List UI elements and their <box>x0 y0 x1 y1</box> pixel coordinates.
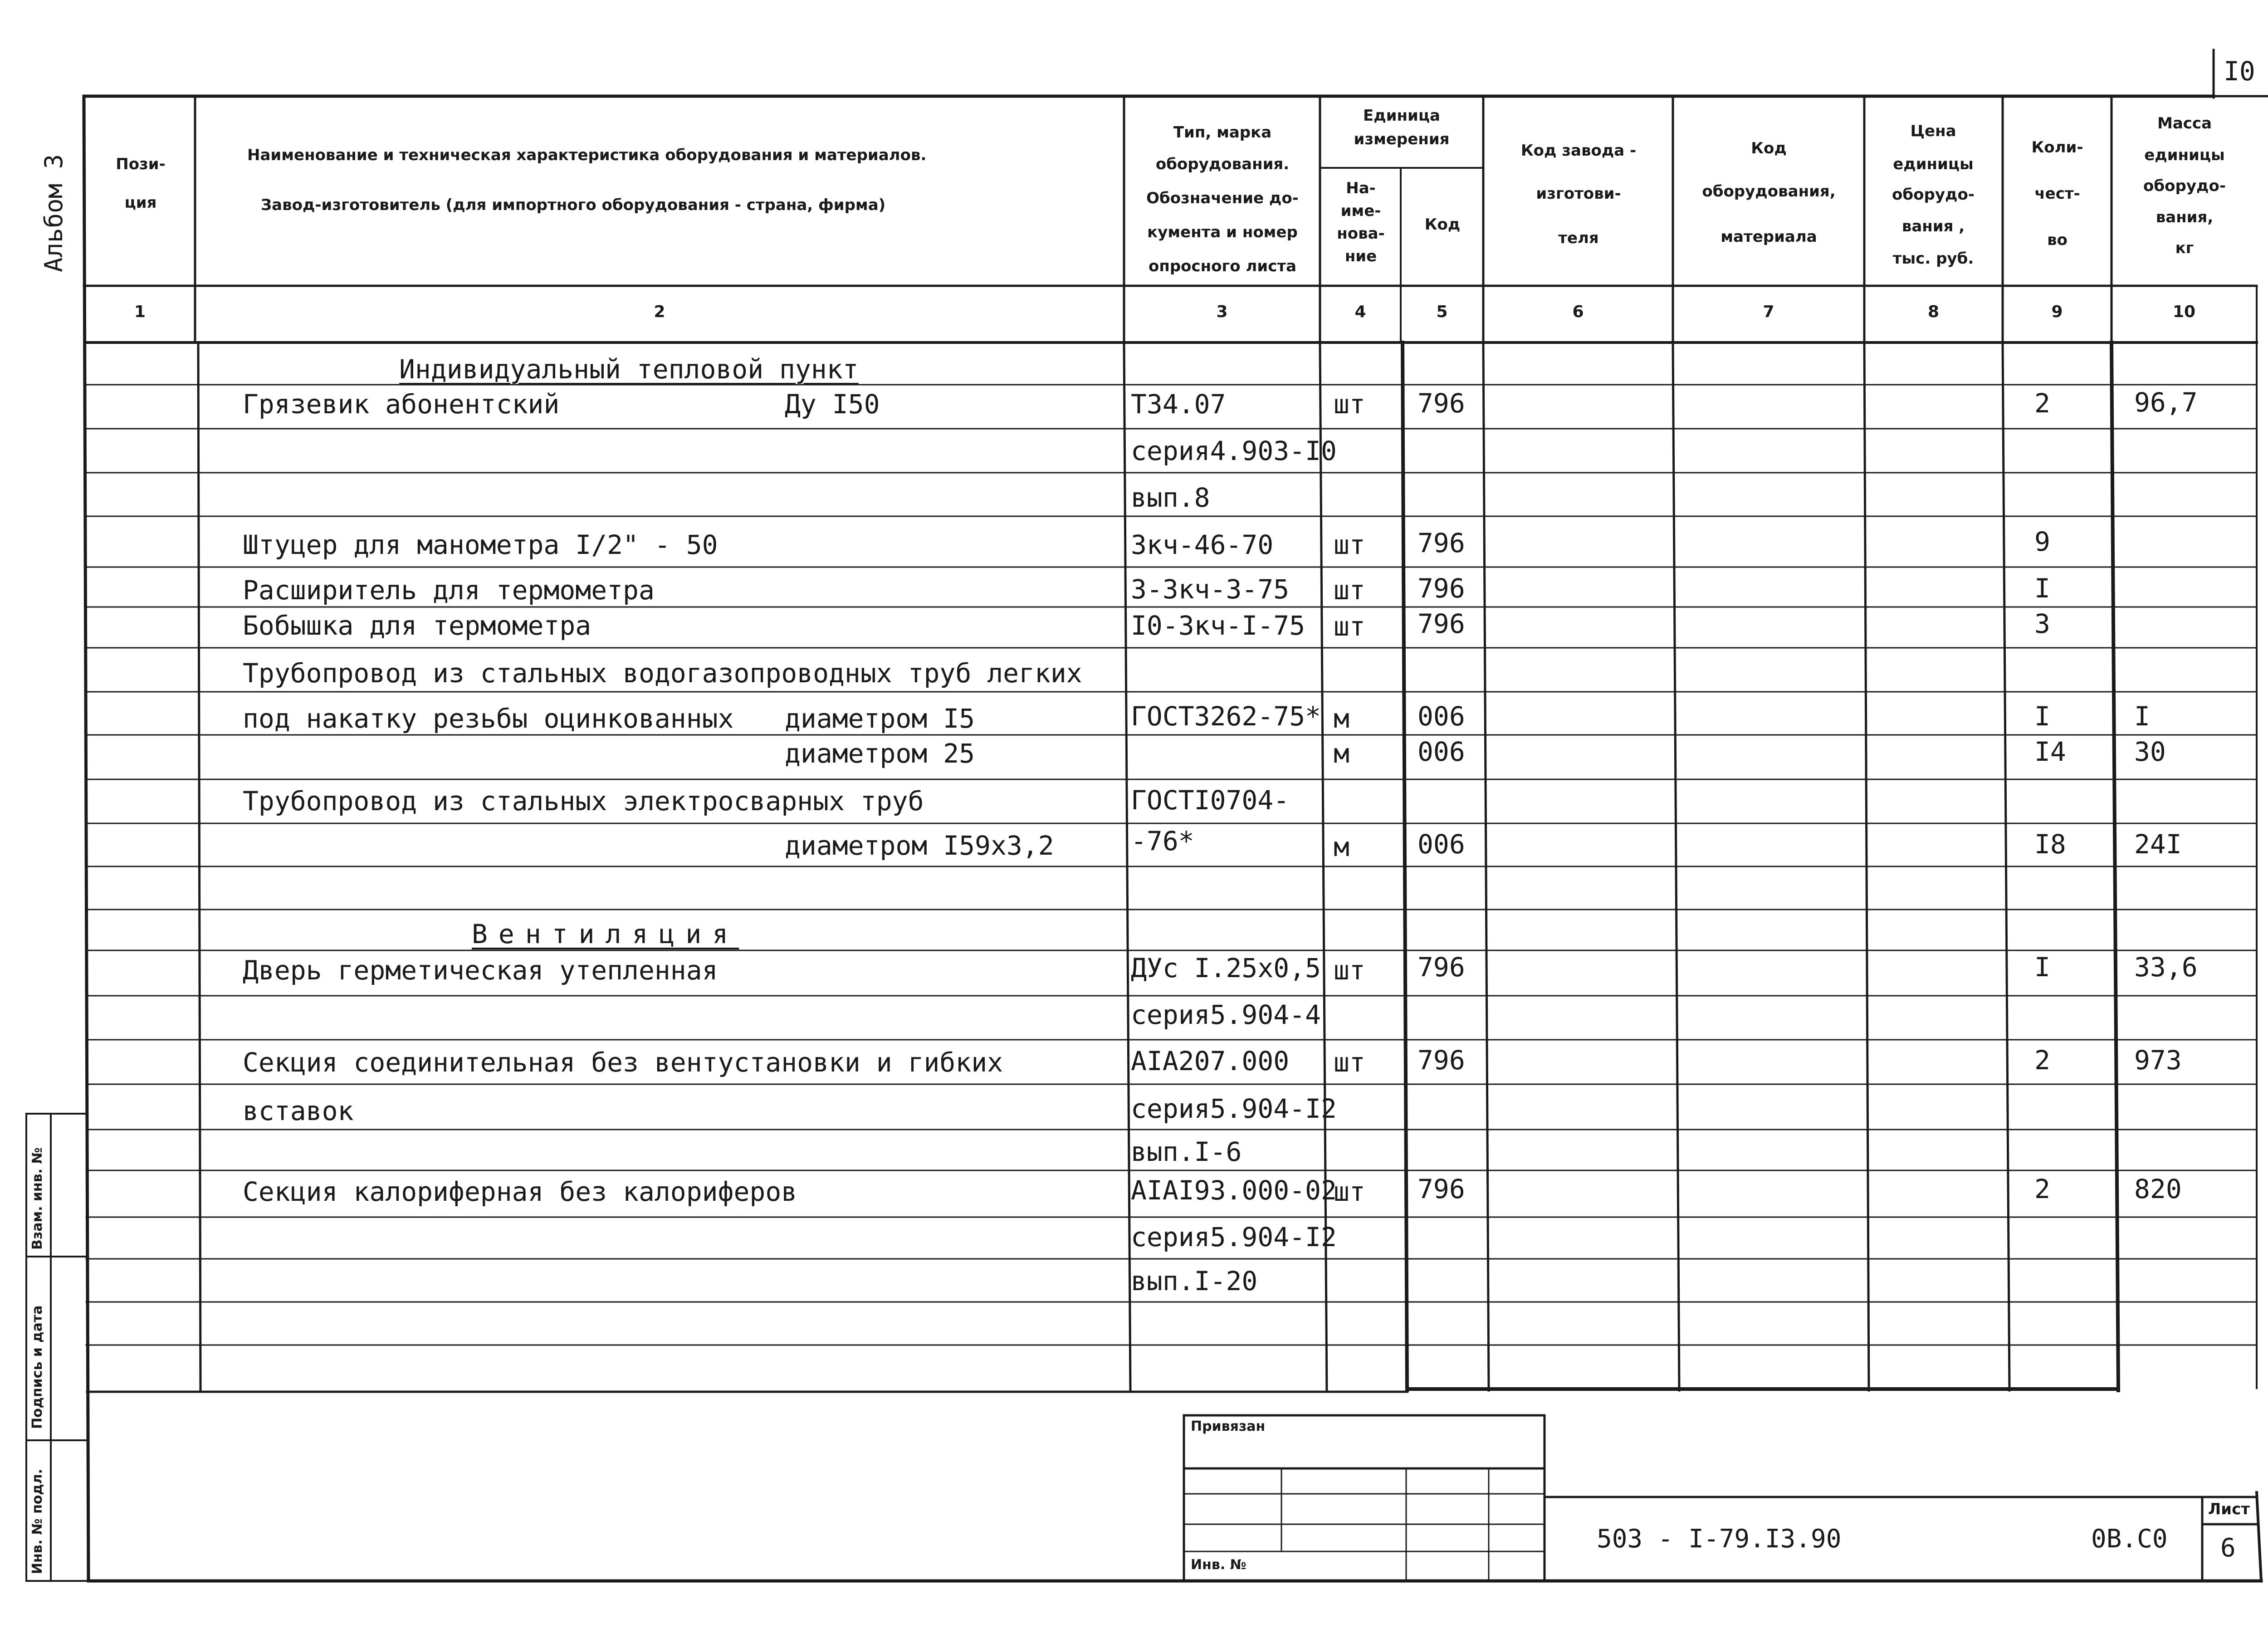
r3-name: Расширитель для термометра <box>243 575 655 606</box>
r1-type-series: серия4.903-I0 <box>1131 435 1337 466</box>
r9-type: -76* <box>1131 826 1194 856</box>
r13-type-series: серия5.904-I2 <box>1131 1222 1337 1252</box>
r13-type-issue: вып.I-20 <box>1131 1266 1258 1296</box>
r1-type-issue: вып.8 <box>1131 482 1210 513</box>
r13-type: AIAI93.000-02 <box>1131 1175 1337 1206</box>
r7-qty: I4 <box>2034 736 2066 767</box>
header-unit-name-1: На- <box>1346 179 1376 197</box>
header-unit-line1: Единица <box>1363 107 1440 125</box>
r2-unit: шт <box>1334 529 1365 560</box>
header-factory-line1: Код завода - <box>1520 142 1637 160</box>
doc-code: 503 - I-79.I3.90 <box>1597 1524 1842 1554</box>
r1-unit: шт <box>1334 389 1365 420</box>
header-price-line2: единицы <box>1893 155 1974 173</box>
header-type-line1: Тип, марка <box>1173 123 1272 142</box>
side-stamp-vzam: Взам. инв. № <box>29 1147 45 1250</box>
r6-dia: диаметром I5 <box>785 703 975 734</box>
r4-type: I0-3кч-I-75 <box>1131 610 1305 641</box>
r4-name: Бобышка для термометра <box>243 610 591 641</box>
r4-code: 796 <box>1418 608 1465 639</box>
r3-type: 3-3кч-3-75 <box>1131 574 1290 605</box>
r6-type: ГОСТ3262-75* <box>1131 701 1321 732</box>
r11-type: AIA207.000 <box>1131 1046 1290 1076</box>
r10-unit: шт <box>1334 955 1365 986</box>
header-code-line3: материала <box>1721 228 1817 246</box>
col-num-6: 6 <box>1572 303 1584 321</box>
r7-code: 006 <box>1418 736 1465 767</box>
r11-qty: 2 <box>2034 1045 2050 1076</box>
r2-qty: 9 <box>2034 526 2050 557</box>
r2-name: Штуцер для манометра I/2" - 50 <box>243 529 718 560</box>
header-pos-line2: ция <box>124 194 157 212</box>
col-num-4: 4 <box>1354 303 1366 321</box>
header-type-line4: кумента и номер <box>1147 223 1298 241</box>
r2-type: 3кч-46-70 <box>1131 529 1274 560</box>
header-qty-line2: чест- <box>2034 185 2080 203</box>
r10-qty: I <box>2034 952 2050 983</box>
header-mass-line5: кг <box>2175 239 2194 257</box>
header-code-line1: Код <box>1751 139 1787 157</box>
r4-qty: 3 <box>2034 608 2050 639</box>
r13-mass: 820 <box>2134 1174 2182 1204</box>
doc-mark: 0В.С0 <box>2091 1524 2168 1554</box>
r4-unit: шт <box>1334 611 1365 642</box>
r12-name: вставок <box>243 1096 354 1126</box>
header-mass-line4: вания, <box>2156 208 2214 226</box>
r10-code: 796 <box>1418 952 1465 983</box>
r6-name: под накатку резьбы оцинкованных <box>243 703 734 734</box>
r6-qty: I <box>2034 701 2050 732</box>
header-price-line5: тыс. руб. <box>1892 250 1974 268</box>
r9-code: 006 <box>1418 829 1465 860</box>
r11-mass: 973 <box>2134 1045 2182 1076</box>
r1-name: Грязевик абонентский <box>243 389 560 420</box>
header-name-line1: Наименование и техническая характеристика оборудования и материалов. <box>247 146 927 164</box>
header-type-line2: оборудования. <box>1155 155 1290 173</box>
r11-name: Секция соединительная без вентустановки и гибких <box>243 1047 1003 1078</box>
r10-name: Дверь герметическая утепленная <box>243 955 718 986</box>
header-unit-line2: измерения <box>1354 130 1450 148</box>
r3-qty: I <box>2034 573 2050 604</box>
r9-mass: 24I <box>2134 829 2182 860</box>
side-stamp-podpis: Подпись и дата <box>29 1305 45 1429</box>
stamp-privyazan: Привязан <box>1191 1419 1266 1434</box>
header-price-line3: оборудо- <box>1892 186 1975 204</box>
r1-type: Т34.07 <box>1131 389 1226 420</box>
r9-unit: м <box>1334 832 1349 862</box>
r11-code: 796 <box>1418 1045 1465 1076</box>
r1-mass: 96,7 <box>2134 387 2198 418</box>
header-type-line5: опросного листа <box>1148 257 1297 275</box>
r10-type: ДУс I.25x0,5 <box>1131 953 1321 983</box>
sheet-number: 6 <box>2220 1533 2236 1563</box>
header-name-line2: Завод-изготовитель (для импортного оборудования - страна, фирма) <box>261 196 886 214</box>
header-mass-line3: оборудо- <box>2143 177 2226 195</box>
header-price-line1: Цена <box>1910 122 1956 140</box>
col-num-1: 1 <box>134 303 146 321</box>
r1-qty: 2 <box>2034 388 2050 419</box>
header-unit-name-4: ние <box>1344 247 1377 265</box>
col-num-7: 7 <box>1763 303 1774 321</box>
r6-unit: м <box>1334 703 1349 734</box>
col-num-8: 8 <box>1927 303 1940 321</box>
stamp-inv-no: Инв. № <box>1191 1557 1246 1573</box>
r3-code: 796 <box>1418 573 1465 604</box>
r13-qty: 2 <box>2034 1174 2050 1204</box>
album-label: Альбом 3 <box>39 154 68 272</box>
header-code-line2: оборудования, <box>1702 182 1836 201</box>
header-unit-name-3: нова- <box>1337 225 1385 243</box>
r6-mass: I <box>2134 701 2150 732</box>
r11-unit: шт <box>1334 1047 1365 1078</box>
r6-code: 006 <box>1418 701 1465 732</box>
r8-type: ГОСТI0704- <box>1131 785 1290 816</box>
section-title-ventilation: Вентиляция <box>472 919 739 949</box>
header-qty-line1: Коли- <box>2031 138 2083 157</box>
r12-type-series: серия5.904-I2 <box>1131 1093 1337 1124</box>
r1-code: 796 <box>1418 388 1465 419</box>
section-title-heat-point: Индивидуальный тепловой пункт <box>399 354 859 385</box>
r10-type-series: серия5.904-4 <box>1131 999 1321 1030</box>
header-mass-line1: Масса <box>2157 114 2212 132</box>
r9-qty: I8 <box>2034 829 2066 860</box>
sheet-label: Лист <box>2208 1500 2250 1518</box>
header-mass-line2: единицы <box>2144 146 2225 164</box>
r7-unit: м <box>1334 738 1349 769</box>
header-pos-line1: Пози- <box>116 155 166 173</box>
col-num-5: 5 <box>1436 303 1448 321</box>
header-price-line4: вания , <box>1901 217 1965 235</box>
r5-name: Трубопровод из стальных водогазопроводных труб легких <box>243 658 1082 689</box>
r12-type-issue: вып.I-6 <box>1131 1136 1242 1167</box>
header-factory-line2: изготови- <box>1536 185 1621 203</box>
page-number: I0 <box>2224 56 2255 87</box>
col-num-10: 10 <box>2172 303 2196 321</box>
r13-unit: шт <box>1334 1176 1365 1207</box>
header-unit-code: Код <box>1424 215 1461 234</box>
side-stamp-inv-podl: Инв. № подл. <box>29 1468 45 1574</box>
r10-mass: 33,6 <box>2134 952 2198 983</box>
col-num-3: 3 <box>1216 303 1228 321</box>
header-qty-line3: во <box>2047 231 2068 249</box>
r13-code: 796 <box>1418 1174 1465 1204</box>
col-num-9: 9 <box>2051 303 2063 321</box>
header-type-line3: Обозначение до- <box>1146 189 1299 207</box>
header-unit-name-2: име- <box>1340 202 1381 220</box>
r8-name: Трубопровод из стальных электросварных труб <box>243 786 924 817</box>
r13-name: Секция калориферная без калориферов <box>243 1176 797 1207</box>
r1-dy: Ду I50 <box>785 389 880 420</box>
r2-code: 796 <box>1418 528 1465 558</box>
r7-dia: диаметром 25 <box>785 738 975 769</box>
r7-mass: 30 <box>2134 736 2166 767</box>
r9-dia: диаметром I59x3,2 <box>785 830 1054 861</box>
header-factory-line3: теля <box>1558 229 1599 247</box>
r3-unit: шт <box>1334 575 1365 606</box>
col-num-2: 2 <box>654 303 665 321</box>
